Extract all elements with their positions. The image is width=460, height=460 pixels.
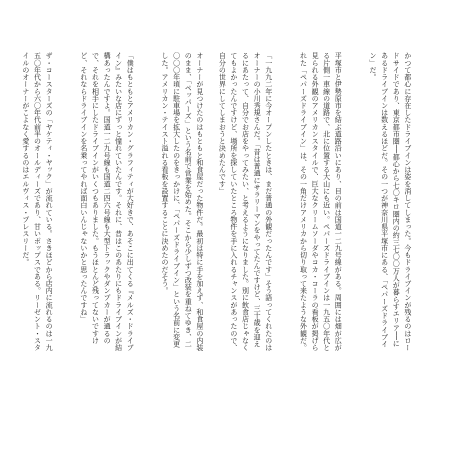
paragraph: 「僕はもともとアメリカン・グラフィティが大好きで、あそこに出てくる『メルズ・ドライブイン』みたいな店にずっと憧れていたんです。それに、昔はこのあたりにもドライブインが結構あったんですよ。国道一二九号線も国道二四六号線も大型トラックやダンプカーが通るので、それを相手にしたドライブインがいくつもありました。もうほとんど残ってないですけど、それならドライブインを名乗ってやれば面白いんじゃないかと思ったんですね」	[79, 52, 135, 352]
paragraph: 「一九九二年に今オープンしたときは、まだ普通の外観だったんです」そう語ってくれたのはオーナーの小川秀規さんだ。「昔は普通にサラリーマンをやってたんですけど、三十歳を迎えるにあたって、自分でお店をやってみたい、と考えるようになりました。別に飲食店じゃなくてもよかったんですけど、場所を探していたところ物件を手に入れるチャンスがあったので、自分の世界にしてしまおうと決めたんです」	[218, 52, 273, 352]
paragraph: ザ・コースターズの「ヤケティ・ヤック」が流れている。さきほどから店内に流れるのは一九五〇年代から六〇年代前半のオールディーズであり、甘いポップスである。リーゼント・スタイルのオーナーがこよなく愛するのはエルヴィス・プレスリーだ。	[21, 52, 54, 352]
paragraph: オーナーが見つけたのはもともと和食屋だった物件だ。最初は特に手を加えず、和食屋の内装のまま、「ペッパーズ」という名前で営業を始めた。そこから少しずつ改装を重ねてゆき、二〇〇〇年頃に駐車場を拡大したのをきっかけに、「ペパーズドライブイン」という名前に変更した。アメリカン・テイスト溢れる看板を設置することに決めたのだそう。	[161, 52, 204, 352]
paragraph: 平塚市と伊勢原市を結ぶ道路沿いにあり、目の前は国道一二九号線がある。周囲には畑が広がる片側一車線の道路で、北に位置する大山にも近い。ペパーズドライブインは一九五〇年代と見られる外観のアメリカンスタイルで、巨大なクリームソーダやコカ・コーラの看板が掲げられた「ペパーズドライブイン」は、その一角だけアメリカから切り取って来たような外観だ。	[299, 52, 343, 352]
paragraph: かつて都心に存在したドライブインは姿を消してしまった。今もドライブインが残るのはロードサイドであり、東京都市圏──都心から七〇キロ圏内の約三七〇〇万人が暮らすエリア──にあるドライブインは数えるほどだ。その一つが神奈川県平塚市にある、「ペパーズドライブイン」だ。	[369, 52, 412, 352]
text-column-left	[22, 52, 228, 352]
text-column-right	[218, 52, 436, 352]
